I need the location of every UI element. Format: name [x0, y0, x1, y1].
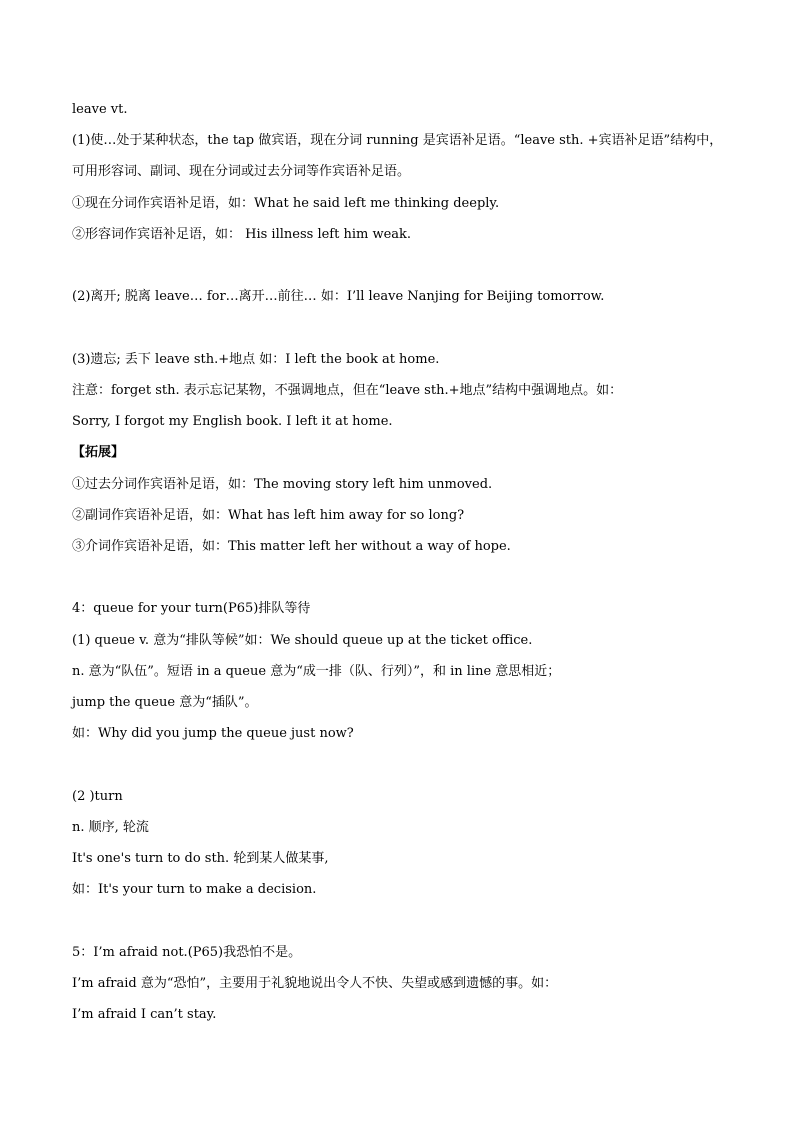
section-heading-extension: 【拓展】	[72, 445, 125, 460]
line-example-adjective: ②形容词作宾语补足语，如： His illness left him weak.	[72, 227, 412, 242]
line-queue-verb: (1) queue v. 意为“排队等候”如：We should queue up at the ticket office.	[72, 633, 533, 648]
line-turn-phrase: It's one's turn to do sth. 轮到某人做某事,	[72, 851, 329, 866]
line-turn-noun: n. 顺序, 轮流	[72, 820, 149, 835]
line-example-preposition: ③介词作宾语补足语，如：This matter left her without a way of hope.	[72, 539, 511, 554]
line-meaning-1: (1)使…处于某种状态，the tap 做宾语，现在分词 running 是宾语补足语。“leave sth. +宾语补足语”结构中，	[72, 133, 723, 148]
line-note-example: Sorry, I forgot my English book. I left it at home.	[72, 414, 393, 429]
line-example-present-participle: ①现在分词作宾语补足语，如：What he said left me thinking deeply.	[72, 196, 500, 211]
line-queue-example: 如：Why did you jump the queue just now?	[72, 726, 354, 741]
line-queue-noun: n. 意为“队伍”。短语 in a queue 意为“成一排（队、行列）”，和 in line 意思相近；	[72, 664, 561, 679]
item-4-heading: 4：queue for your turn(P65)排队等待	[72, 601, 311, 616]
line-turn-example: 如：It's your turn to make a decision.	[72, 882, 317, 897]
line-example-past-participle: ①过去分词作宾语补足语，如：The moving story left him unmoved.	[72, 477, 493, 492]
line-note: 注意：forget sth. 表示忘记某物，不强调地点，但在“leave sth.+地点”结构中强调地点。如：	[72, 383, 623, 398]
line-example-adverb: ②副词作宾语补足语，如：What has left him away for so long?	[72, 508, 465, 523]
item-5-heading: 5：I’m afraid not.(P65)我恐怕不是。	[72, 945, 302, 960]
line-meaning-1-cont: 可用形容词、副词、现在分词或过去分词等作宾语补足语。	[72, 164, 411, 179]
line-leave-vt: leave vt.	[72, 102, 128, 117]
line-turn-heading: (2 )turn	[72, 789, 123, 804]
line-meaning-3: (3)遗忘; 丢下 leave sth.+地点 如：I left the book at home.	[72, 352, 440, 367]
line-meaning-2: (2)离开; 脱离 leave… for…离开…前往… 如：I’ll leave Nanjing for Beijing tomorrow.	[72, 289, 605, 304]
line-afraid-meaning: I’m afraid 意为“恐怕”，主要用于礼貌地说出令人不快、失望或感到遗憾的事。如：	[72, 976, 558, 991]
line-jump-the-queue: jump the queue 意为“插队”。	[72, 695, 258, 710]
line-afraid-example: I’m afraid I can’t stay.	[72, 1007, 217, 1022]
